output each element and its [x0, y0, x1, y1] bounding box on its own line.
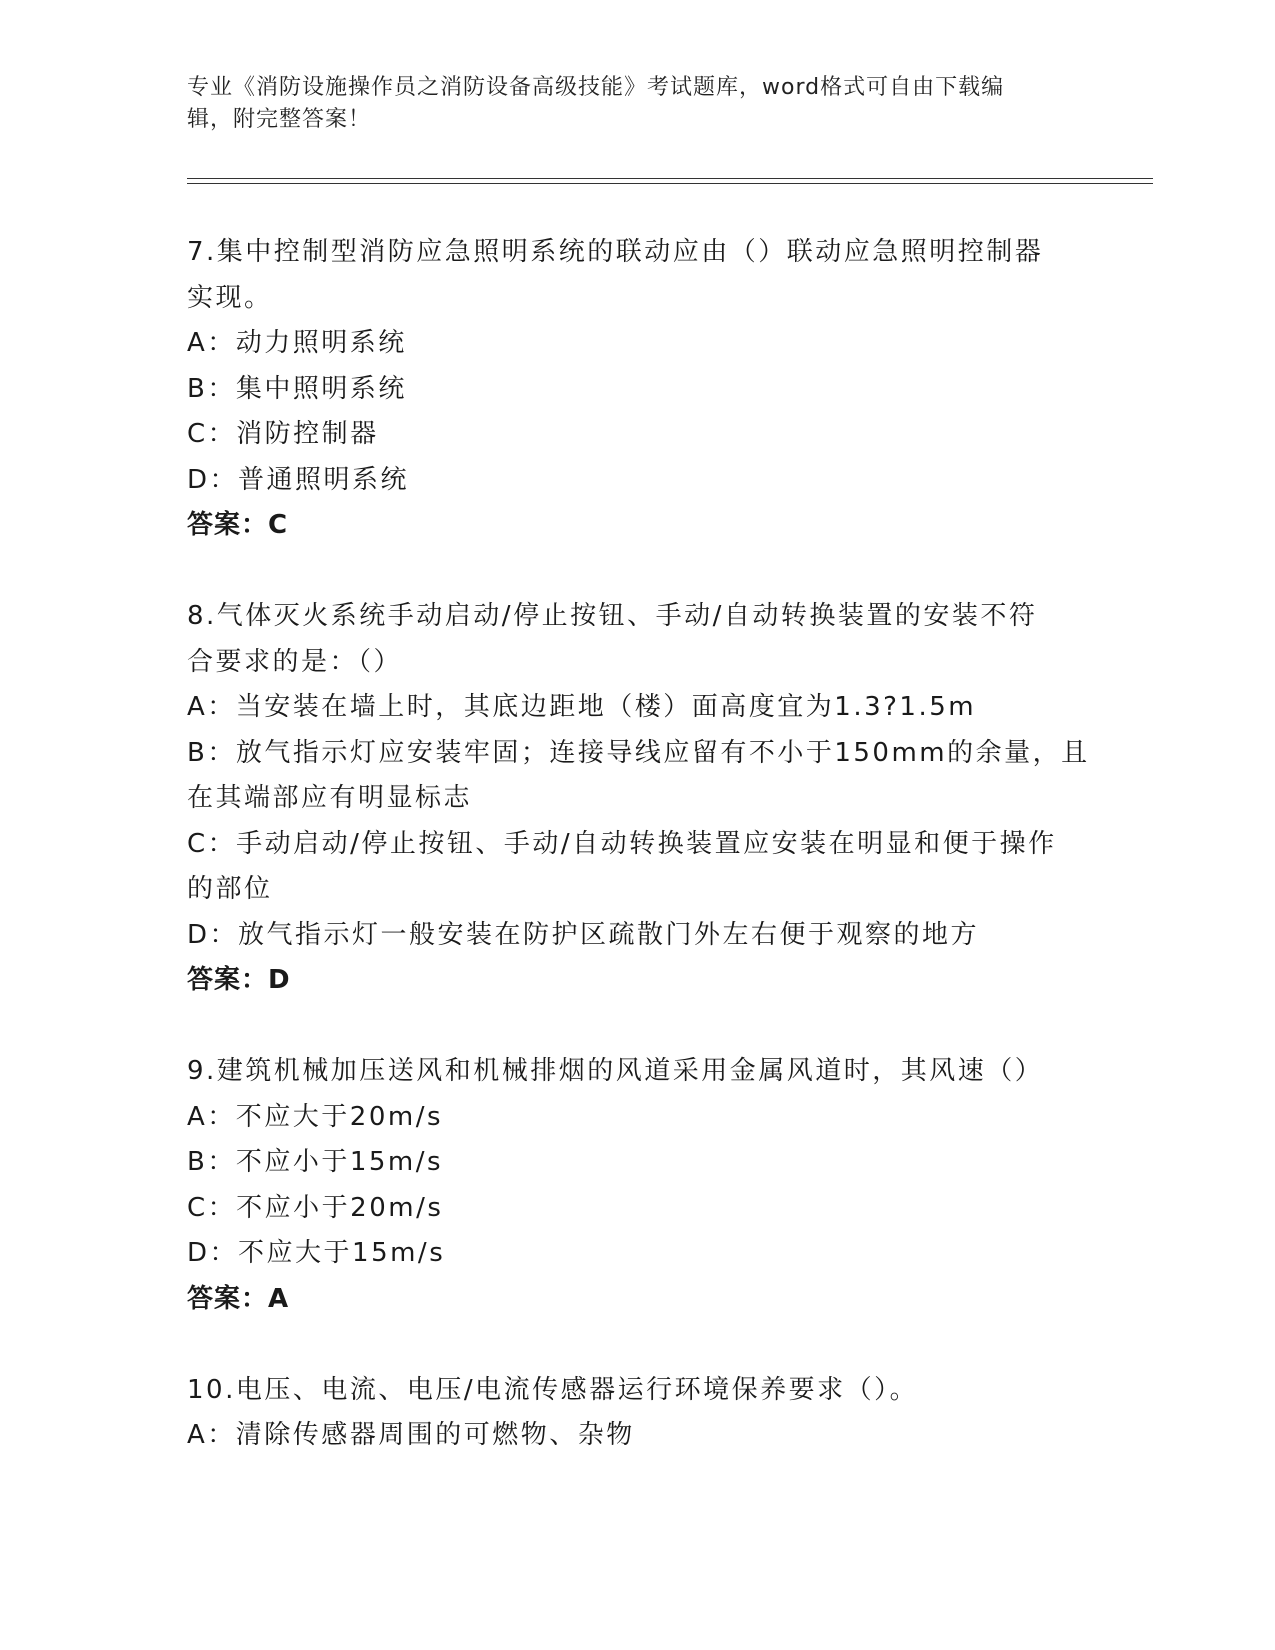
header-rule-top — [187, 178, 1153, 179]
question-stem: 7.集中控制型消防应急照明系统的联动应由（）联动应急照明控制器 — [187, 237, 1044, 267]
document-header — [187, 72, 1067, 136]
option-d: D：不应大于15m/s — [187, 1238, 446, 1268]
question-stem: 10.电压、电流、电压/电流传感器运行环境保养要求（）。 — [187, 1374, 919, 1405]
option-c: C：手动启动/停止按钮、手动/自动转换装置应安装在明显和便于操作 — [187, 828, 1057, 859]
spacer — [187, 1322, 1087, 1368]
option-a: A：清除传感器周围的可燃物、杂物 — [187, 1420, 635, 1450]
header-rule-bottom — [187, 183, 1153, 184]
option-c-cont: 的部位 — [187, 874, 273, 904]
option-c: C：不应小于20m/s — [187, 1192, 444, 1223]
question-stem: 9.建筑机械加压送风和机械排烟的风道采用金属风道时，其风速（） — [187, 1056, 1044, 1086]
option-d: D：放气指示灯一般安装在防护区疏散门外左右便于观察的地方 — [187, 919, 980, 950]
question-7 — [187, 230, 1087, 549]
option-c: C：消防控制器 — [187, 419, 379, 449]
question-stem-cont: 合要求的是：（） — [187, 646, 403, 677]
header-line-2: 辑，附完整答案！ — [187, 107, 372, 132]
option-a: A：动力照明系统 — [187, 328, 407, 358]
answer-key: 答案：D — [187, 965, 291, 995]
spacer — [187, 1004, 1087, 1050]
question-10 — [187, 1368, 1087, 1459]
option-b: B：放气指示灯应安装牢固；连接导线应留有不小于150mm的余量，且 — [187, 737, 1090, 768]
spacer — [187, 549, 1087, 595]
header-line-1: 专业《消防设施操作员之消防设备高级技能》考试题库，word格式可自由下载编 — [187, 75, 1005, 100]
question-9 — [187, 1049, 1087, 1322]
answer-key: 答案：A — [187, 1283, 290, 1314]
question-stem: 8.气体灭火系统手动启动/停止按钮、手动/自动转换装置的安装不符 — [187, 601, 1038, 631]
answer-key: 答案：C — [187, 510, 289, 540]
option-d: D：普通照明系统 — [187, 464, 410, 495]
question-list — [187, 230, 1090, 1459]
option-b: B：集中照明系统 — [187, 373, 407, 404]
question-stem-cont: 实现。 — [187, 282, 273, 313]
question-8 — [187, 594, 1090, 1004]
option-a: A：不应大于20m/s — [187, 1101, 444, 1132]
option-b: B：不应小于15m/s — [187, 1147, 444, 1177]
option-a: A：当安装在墙上时，其底边距地（楼）面高度宜为1.3?1.5m — [187, 692, 977, 722]
option-b-cont: 在其端部应有明显标志 — [187, 783, 473, 813]
